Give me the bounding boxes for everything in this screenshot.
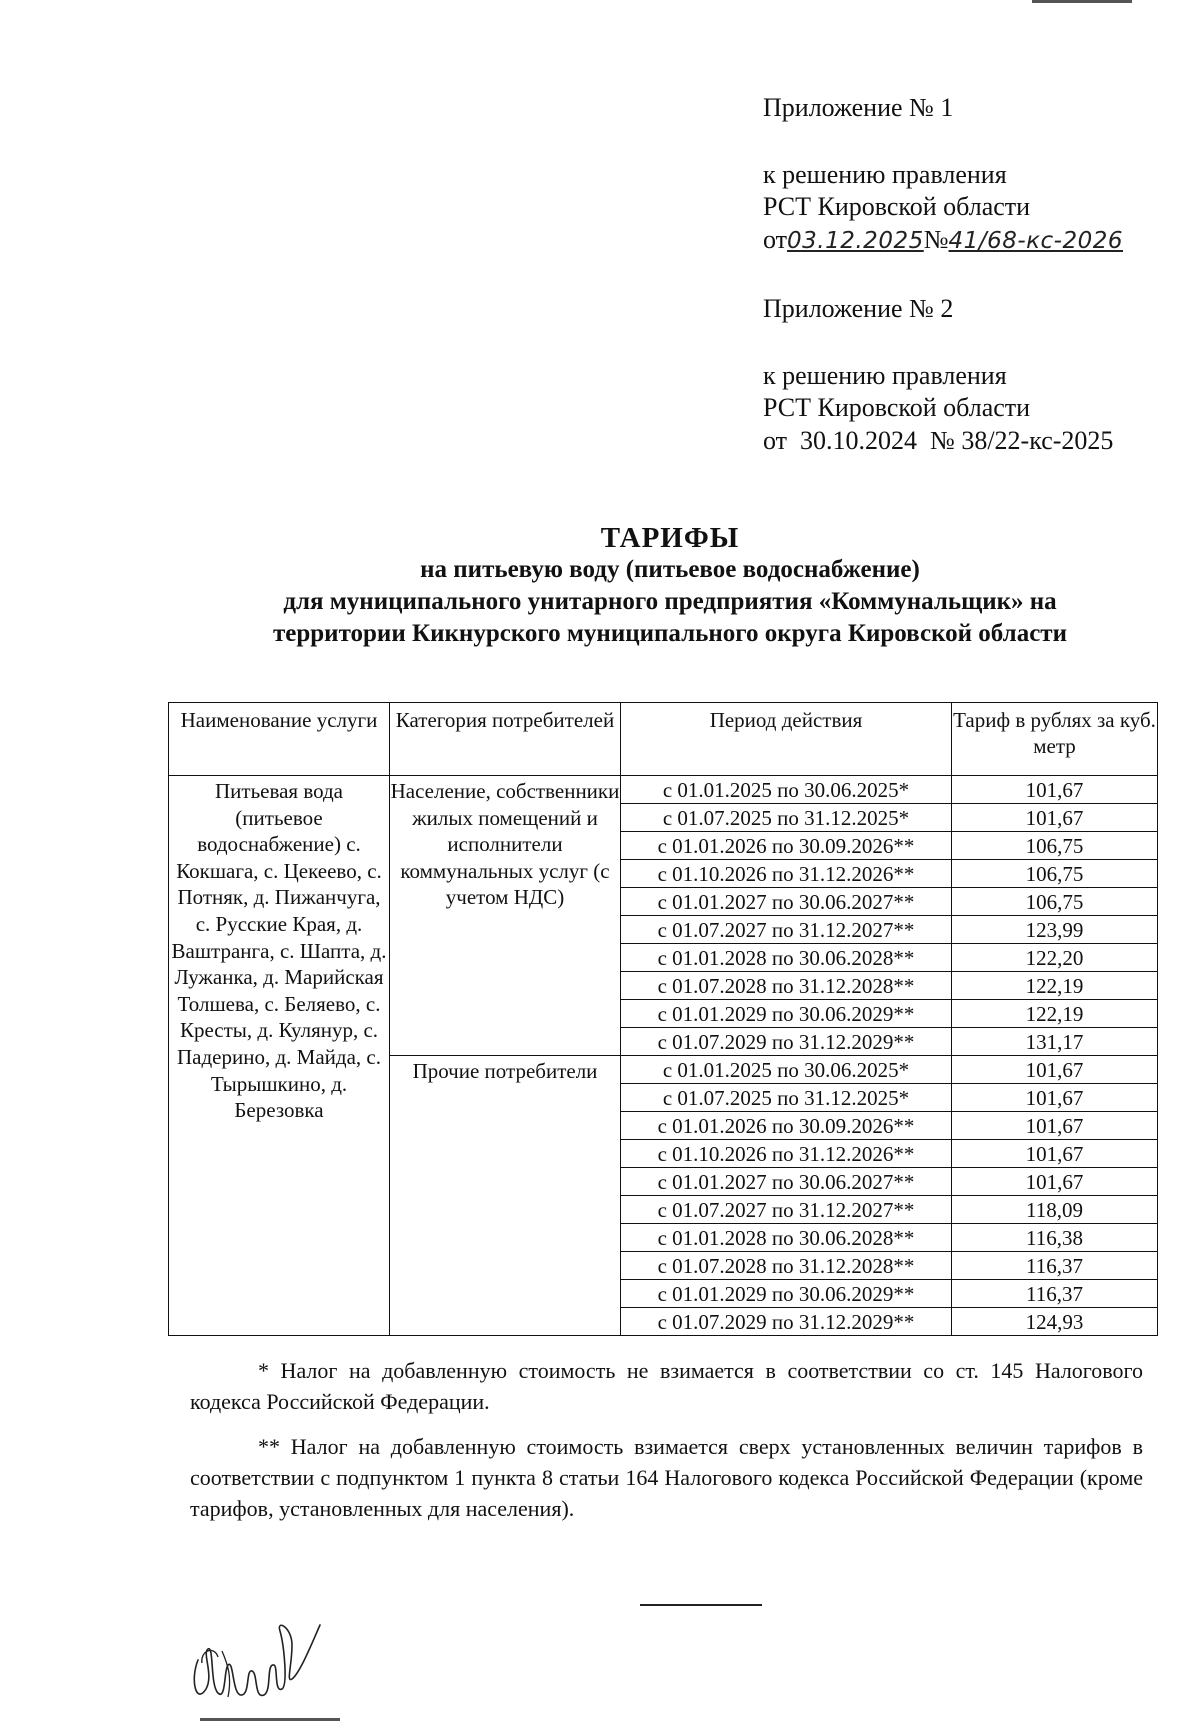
period-cell: с 01.01.2025 по 30.06.2025*: [621, 1056, 952, 1084]
header-category: Категория потребителей: [390, 703, 621, 776]
period-cell: с 01.01.2027 по 30.06.2027**: [621, 1168, 952, 1196]
tariff-value-cell: 101,67: [952, 1084, 1158, 1112]
consumer-category-cell: Прочие потребители: [390, 1056, 621, 1336]
handwritten-signature: [188, 1585, 328, 1720]
consumer-category-cell: Население, собственники жилых помещений и исполнители коммунальных услуг (с учетом НДС): [390, 776, 621, 1056]
tariff-value-cell: 106,75: [952, 860, 1158, 888]
title-line-3: территории Кикнурского муниципального округа Кировской области: [272, 620, 1067, 647]
table-row: [169, 776, 1158, 804]
appendix-2-date-number: от 30.10.2024 № 38/22-кс-2025: [763, 425, 1114, 455]
period-cell: с 01.07.2025 по 31.12.2025*: [621, 804, 952, 832]
appendix-1-handwritten-number: 41/68-кс-2026: [948, 227, 1123, 254]
tariff-value-cell: 116,38: [952, 1224, 1158, 1252]
period-cell: с 01.07.2029 по 31.12.2029**: [621, 1028, 952, 1056]
period-cell: с 01.01.2026 по 30.09.2026**: [621, 1112, 952, 1140]
footnotes: [190, 1355, 1143, 1538]
header-service: Наименование услуги: [169, 703, 390, 776]
document-title: [150, 522, 1190, 650]
appendix-1-header: [763, 92, 1123, 257]
top-edge-mark: [1032, 0, 1132, 3]
appendix-1-number-prefix: №: [923, 224, 949, 254]
period-cell: с 01.01.2029 по 30.06.2029**: [621, 1280, 952, 1308]
appendix-2-header: [763, 293, 1113, 457]
tariff-value-cell: 124,93: [952, 1308, 1158, 1336]
tariff-table: [168, 702, 1158, 1336]
period-cell: с 01.07.2025 по 31.12.2025*: [621, 1084, 952, 1112]
tariff-value-cell: 122,19: [952, 1000, 1158, 1028]
tariff-value-cell: 123,99: [952, 916, 1158, 944]
tariff-value-cell: 116,37: [952, 1280, 1158, 1308]
tariff-value-cell: 101,67: [952, 1168, 1158, 1196]
appendix-2-authority: РСТ Кировской области: [763, 393, 1031, 422]
appendix-1-decision: к решению правления: [763, 159, 1007, 189]
title-line-1: на питьевую воду (питьевое водоснабжение): [420, 556, 920, 583]
appendix-1-date-line: [763, 224, 1123, 258]
footnote-1: * Налог на добавленную стоимость не взимается в соответствии со ст. 145 Налогового кодекса Российской Федерации.: [190, 1358, 1143, 1414]
title-main: ТАРИФЫ: [600, 522, 740, 554]
footnote-2: ** Налог на добавленную стоимость взимается сверх установленных величин тарифов в соответствии с подпунктом 1 пункта 8 статьи 164 Налогового кодекса Российской Федерации (кроме тарифов, установленных для населения).: [190, 1434, 1143, 1521]
period-cell: с 01.10.2026 по 31.12.2026**: [621, 860, 952, 888]
period-cell: с 01.07.2028 по 31.12.2028**: [621, 1252, 952, 1280]
period-cell: с 01.01.2028 по 30.06.2028**: [621, 944, 952, 972]
appendix-2-decision: к решению правления: [763, 360, 1007, 390]
tariff-value-cell: 101,67: [952, 776, 1158, 804]
tariff-value-cell: 118,09: [952, 1196, 1158, 1224]
period-cell: с 01.01.2027 по 30.06.2027**: [621, 888, 952, 916]
period-cell: с 01.07.2028 по 31.12.2028**: [621, 972, 952, 1000]
period-cell: с 01.01.2029 по 30.06.2029**: [621, 1000, 952, 1028]
period-cell: с 01.07.2027 по 31.12.2027**: [621, 916, 952, 944]
period-cell: с 01.07.2029 по 31.12.2029**: [621, 1308, 952, 1336]
tariff-value-cell: 101,67: [952, 804, 1158, 832]
period-cell: с 01.01.2025 по 30.06.2025*: [621, 776, 952, 804]
tariff-value-cell: 106,75: [952, 832, 1158, 860]
table-header-row: [169, 703, 1158, 776]
tariff-value-cell: 122,19: [952, 972, 1158, 1000]
service-name-cell: Питьевая вода (питьевое водоснабжение) с. Кокшага, с. Цекеево, с. Потняк, д. Пижанчуга, с. Русские Края, д. Ваштранга, с. Шапта, д. Лужанка, д. Марийская Толшева, с. Беляево, с. Кресты, д. Кулянур, с. Падерино, д. Майда, с. Тырышкино, д. Березовка: [169, 776, 390, 1336]
period-cell: с 01.01.2028 по 30.06.2028**: [621, 1224, 952, 1252]
appendix-2-label: Приложение № 2: [763, 294, 954, 323]
signature-line: [640, 1604, 762, 1606]
period-cell: с 01.07.2027 по 31.12.2027**: [621, 1196, 952, 1224]
appendix-1-authority: РСТ Кировской области: [763, 192, 1031, 221]
tariff-value-cell: 101,67: [952, 1140, 1158, 1168]
tariff-value-cell: 101,67: [952, 1056, 1158, 1084]
header-tariff: Тариф в рублях за куб. метр: [952, 703, 1158, 776]
appendix-1-date-prefix: от: [763, 224, 788, 254]
tariff-value-cell: 116,37: [952, 1252, 1158, 1280]
tariff-value-cell: 106,75: [952, 888, 1158, 916]
appendix-1-label: Приложение № 1: [763, 93, 954, 122]
period-cell: с 01.10.2026 по 31.12.2026**: [621, 1140, 952, 1168]
tariff-value-cell: 131,17: [952, 1028, 1158, 1056]
title-line-2: для муниципального унитарного предприятия «Коммунальщик» на: [283, 588, 1057, 615]
tariff-value-cell: 101,67: [952, 1112, 1158, 1140]
appendix-1-handwritten-date: 03.12.2025: [787, 227, 924, 254]
header-period: Период действия: [621, 703, 952, 776]
tariff-table-body: [169, 776, 1158, 1336]
period-cell: с 01.01.2026 по 30.09.2026**: [621, 832, 952, 860]
tariff-value-cell: 122,20: [952, 944, 1158, 972]
